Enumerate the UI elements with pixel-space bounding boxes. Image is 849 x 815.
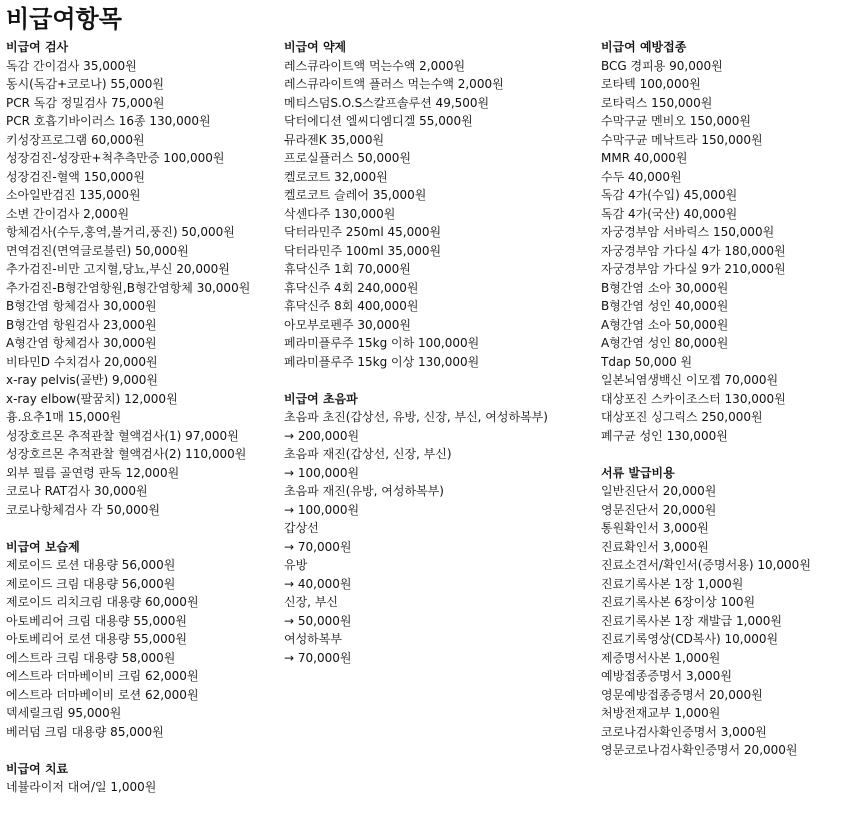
list-item: 소변 간이검사 2,000원: [6, 206, 130, 221]
list-item: 추가검진-B형간염항원,B형간염항체 30,000원: [6, 280, 251, 295]
list-item: 제증명서사본 1,000원: [601, 650, 721, 665]
list-item: 성장검진-성장판+척추측만증 100,000원: [6, 151, 225, 165]
list-item: x-ray pelvis(골반) 9,000원: [6, 373, 158, 387]
list-item: 페라미플루주 15kg 이상 130,000원: [284, 354, 480, 369]
list-item: 제로이드 리치크림 대용량 60,000원: [6, 595, 199, 609]
list-item: 아모부로펜주 30,000원: [284, 317, 411, 332]
list-item: 휴닥신주 8회 400,000원: [284, 299, 419, 313]
list-item: 페라미플루주 15kg 이하 100,000원: [284, 336, 480, 350]
list-item: 에스트라 더마베이비 로션 62,000원: [6, 687, 199, 702]
column-1: [6, 38, 278, 815]
list-item: B형간염 소아 30,000원: [601, 280, 729, 295]
list-item: 여성하복부: [284, 632, 342, 646]
section-title: 비급여 약제: [284, 40, 347, 54]
list-item: → 50,000원: [284, 613, 352, 628]
list-item: 제로이드 로션 대용량 56,000원: [6, 558, 176, 572]
list-item: → 40,000원: [284, 576, 352, 591]
list-item: 수두 40,000원: [601, 169, 682, 184]
list-item: BCG 경피용 90,000원: [601, 58, 723, 73]
list-item: 추가검진-비만 고지혈,당뇨,부신 20,000원: [6, 262, 230, 276]
price-section: [284, 38, 584, 371]
list-item: 항체검사(수두,홍역,볼거리,풍진) 50,000원: [6, 225, 235, 239]
list-item: 성장호르몬 추적관찰 혈액검사(1) 97,000원: [6, 428, 239, 443]
list-item: Tdap 50,000 원: [601, 354, 693, 369]
price-section: [601, 38, 846, 445]
list-item: 진료기록사본 6장이상 100원: [601, 595, 756, 609]
price-section: [6, 38, 278, 519]
list-item: 레스큐라이트액 플러스 먹는수액 2,000원: [284, 77, 504, 91]
list-item: 뮤라젠K 35,000원: [284, 132, 385, 147]
list-item: → 200,000원: [284, 428, 360, 443]
list-item: 초음파 초진(갑상선, 유방, 신장, 부신, 여성하복부): [284, 410, 548, 424]
list-item: 성장검진-혈액 150,000원: [6, 169, 145, 184]
list-item: 동시(독감+코로나) 55,000원: [6, 77, 164, 91]
list-item: 유방: [284, 558, 308, 572]
list-item: A형간염 항체검사 30,000원: [6, 336, 157, 350]
list-item: 초음파 재진(유방, 여성하복부): [284, 484, 444, 498]
price-section: [6, 760, 278, 797]
list-item: 코로나검사확인증명서 3,000원: [601, 724, 767, 739]
list-item: 신장, 부신: [284, 595, 338, 609]
list-item: x-ray elbow(팔꿈치) 12,000원: [6, 391, 178, 406]
column-3: [601, 38, 846, 778]
list-item: 통원확인서 3,000원: [601, 521, 709, 535]
list-item: 자궁경부암 서바릭스 150,000원: [601, 225, 775, 239]
list-item: 진료기록영상(CD복사) 10,000원: [601, 632, 779, 646]
list-item: A형간염 성인 80,000원: [601, 336, 729, 350]
list-item: 흉.요추1매 15,000원: [6, 410, 122, 424]
section-title: 비급여 초음파: [284, 391, 358, 406]
list-item: A형간염 소아 50,000원: [601, 317, 729, 332]
list-item: 로타텍 100,000원: [601, 77, 701, 91]
list-item: 닥터라민주 250ml 45,000원: [284, 225, 442, 239]
list-item: 수막구균 메낙트라 150,000원: [601, 132, 763, 147]
list-item: 메티스덤S.O.S스칼프솔루션 49,500원: [284, 95, 490, 110]
column-2: [284, 38, 584, 686]
list-item: 진료소견서/확인서(증명서용) 10,000원: [601, 558, 811, 572]
list-item: 일반진단서 20,000원: [601, 484, 717, 498]
list-item: 키성장프로그램 60,000원: [6, 132, 145, 147]
list-item: 대상포진 스카이조스터 130,000원: [601, 391, 786, 406]
list-item: 영문코로나검사확인증명서 20,000원: [601, 743, 798, 757]
list-item: 레스큐라이트액 먹는수액 2,000원: [284, 58, 466, 73]
section-title: 비급여 치료: [6, 761, 69, 776]
list-item: 네뷸라이저 대여/일 1,000원: [6, 780, 157, 794]
list-item: 수막구균 멘비오 150,000원: [601, 114, 751, 128]
price-section: [601, 464, 846, 760]
section-title: 비급여 예방접종: [601, 40, 687, 54]
list-item: 영문예방접종증명서 20,000원: [601, 687, 763, 702]
list-item: 베러덤 크림 대용량 85,000원: [6, 724, 164, 739]
list-item: 아토베리어 크림 대용량 55,000원: [6, 613, 187, 628]
section-title: 서류 발급비용: [601, 465, 675, 480]
list-item: B형간염 항체검사 30,000원: [6, 299, 157, 313]
list-item: → 100,000원: [284, 502, 360, 517]
list-item: → 70,000원: [284, 650, 352, 665]
list-item: 켈로코트 32,000원: [284, 169, 388, 184]
list-item: 덱세릴크림 95,000원: [6, 706, 122, 720]
list-item: 진료기록사본 1장 재발급 1,000원: [601, 613, 782, 628]
list-item: 닥터라민주 100ml 35,000원: [284, 243, 442, 258]
list-item: → 70,000원: [284, 539, 352, 554]
list-item: 초음파 재진(갑상선, 신장, 부신): [284, 447, 452, 461]
list-item: 갑상선: [284, 521, 319, 535]
list-item: 에스트라 더마베이비 크림 62,000원: [6, 669, 199, 683]
list-item: B형간염 항원검사 23,000원: [6, 317, 157, 332]
list-item: 독감 4가(수입) 45,000원: [601, 188, 738, 202]
list-item: PCR 독감 정밀검사 75,000원: [6, 95, 165, 110]
list-item: PCR 호흡기바이러스 16종 130,000원: [6, 114, 211, 128]
list-item: → 100,000원: [284, 465, 360, 480]
section-title: 비급여 검사: [6, 40, 69, 54]
list-item: 대상포진 싱그릭스 250,000원: [601, 410, 763, 424]
list-item: MMR 40,000원: [601, 151, 688, 165]
list-item: 자궁경부암 가다실 4가 180,000원: [601, 243, 786, 258]
list-item: 로타릭스 150,000원: [601, 95, 713, 110]
list-item: 아토베리어 로션 대용량 55,000원: [6, 632, 187, 646]
list-item: 일본뇌염생백신 이모젭 70,000원: [601, 373, 779, 387]
list-item: 예방접종증명서 3,000원: [601, 669, 732, 683]
list-item: 에스트라 크림 대용량 58,000원: [6, 650, 176, 665]
list-item: 진료기록사본 1장 1,000원: [601, 576, 744, 591]
list-item: 켈로코트 슬레어 35,000원: [284, 188, 427, 202]
list-item: 소아일반검진 135,000원: [6, 188, 141, 202]
list-item: 코로나 RAT검사 30,000원: [6, 484, 148, 498]
list-item: 진료확인서 3,000원: [601, 539, 709, 554]
page-title: 비급여항목: [6, 5, 122, 33]
price-section: [284, 390, 584, 668]
list-item: 코로나항체검사 각 50,000원: [6, 502, 160, 517]
list-item: 휴닥신주 4회 240,000원: [284, 280, 419, 295]
list-item: 외부 필름 골연령 판독 12,000원: [6, 465, 180, 480]
list-item: 독감 4가(국산) 40,000원: [601, 206, 738, 221]
list-item: 폐구균 성인 130,000원: [601, 428, 728, 443]
list-item: 삭센다주 130,000원: [284, 206, 396, 221]
price-section: [6, 538, 278, 742]
list-item: 제로이드 크림 대용량 56,000원: [6, 576, 176, 591]
list-item: 독감 간이검사 35,000원: [6, 58, 137, 73]
list-item: 프로실플러스 50,000원: [284, 151, 411, 165]
list-item: 휴닥신주 1회 70,000원: [284, 262, 411, 276]
list-item: 성장호르몬 추적관찰 혈액검사(2) 110,000원: [6, 447, 247, 461]
section-title: 비급여 보습제: [6, 539, 80, 554]
list-item: 자궁경부암 가다실 9가 210,000원: [601, 262, 786, 276]
list-item: 닥터에디션 엘씨디엠디겔 55,000원: [284, 114, 473, 128]
list-item: B형간염 성인 40,000원: [601, 299, 729, 313]
list-item: 비타민D 수치검사 20,000원: [6, 354, 158, 369]
list-item: 처방전재교부 1,000원: [601, 706, 721, 720]
list-item: 영문진단서 20,000원: [601, 502, 717, 517]
list-item: 면역검진(면역글로불린) 50,000원: [6, 243, 189, 258]
